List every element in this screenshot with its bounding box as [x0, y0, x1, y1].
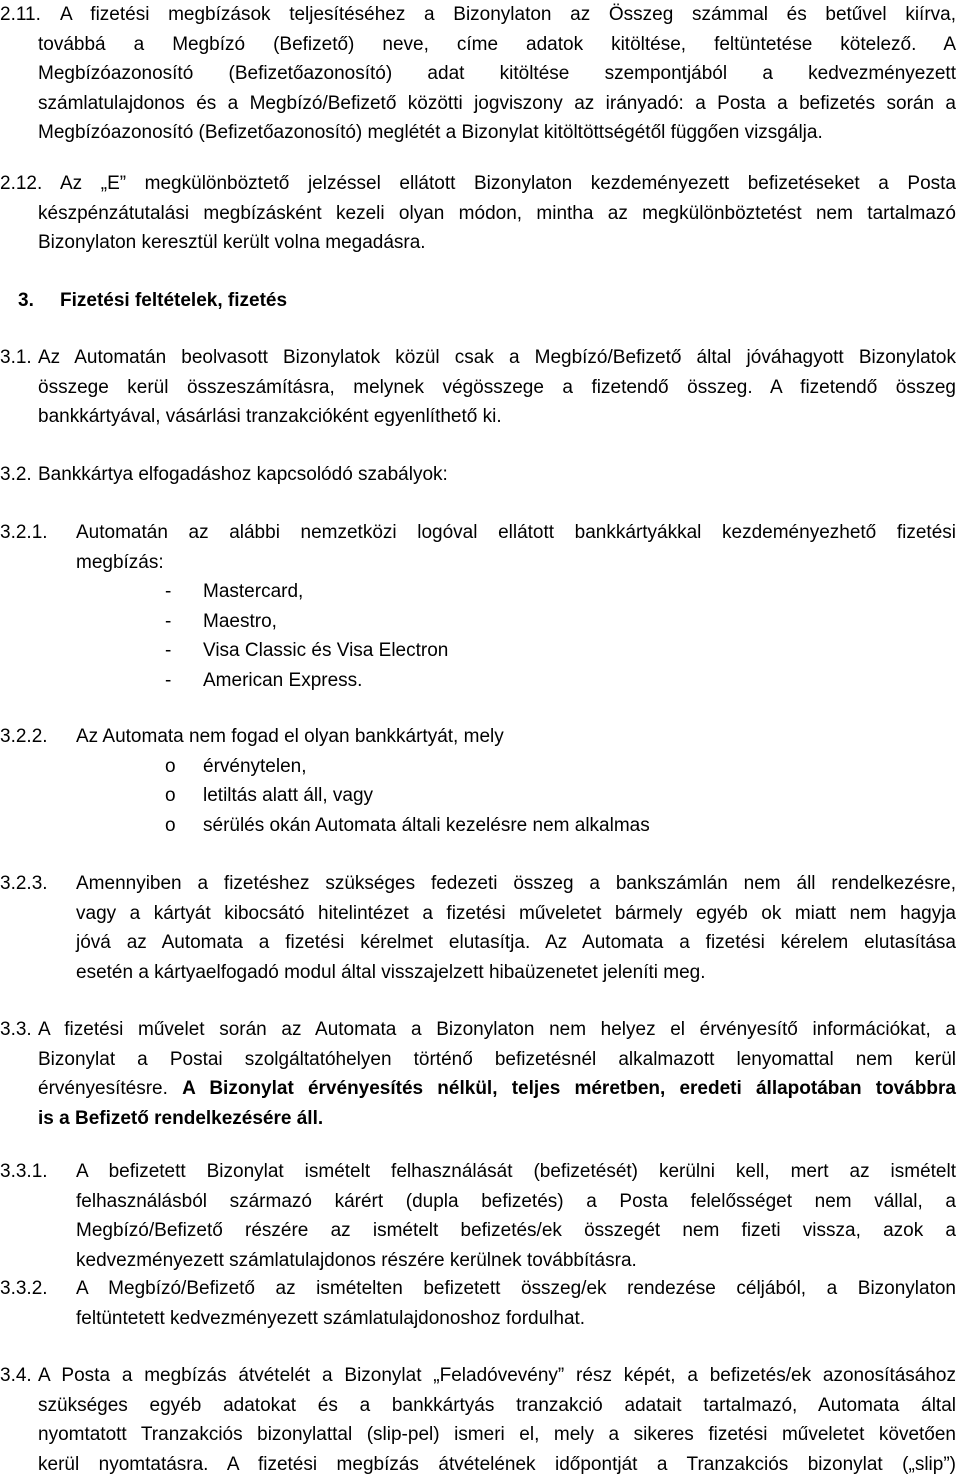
- paragraph-line: Amennyiben a fizetéshez szükséges fedezeti összeg a bankszámlán nem áll rendelkezésre,: [76, 869, 956, 899]
- paragraph-line: A fizetési művelet során az Automata a Bizonylaton nem helyez el érvényesítő információkat, a: [38, 1015, 956, 1045]
- paragraph-body: [76, 722, 956, 752]
- list-item: Visa Classic és Visa Electron: [203, 636, 448, 666]
- paragraph-line: A Megbízó/Befizető az ismételten befizetett összeg/ek rendezése céljából, a Bizonylaton: [76, 1274, 956, 1304]
- section-number: 3.3.1.: [0, 1157, 48, 1187]
- paragraph-body: [38, 30, 956, 148]
- list-bullet: -: [165, 577, 171, 607]
- paragraph-body: [76, 1274, 956, 1333]
- section-number: 3.3.2.: [0, 1274, 48, 1304]
- section-number: 3.2.1.: [0, 518, 48, 548]
- paragraph-line: felhasználásból származó kárért (dupla befizetés) a Posta felelősséget nem vállal, a: [76, 1187, 956, 1217]
- list-item: Maestro,: [203, 607, 277, 637]
- paragraph-line: feltüntetett kedvezményezett számlatulajdonoshoz fordulhat.: [76, 1304, 956, 1334]
- paragraph-line: Az Automata nem fogad el olyan bankkártyát, mely: [76, 722, 956, 752]
- paragraph-line: [38, 1074, 956, 1104]
- list-item: letiltás alatt áll, vagy: [203, 781, 373, 811]
- emphasis-text: is a Befizető rendelkezésére áll.: [38, 1108, 323, 1129]
- paragraph-body: [38, 1361, 956, 1479]
- paragraph-body: [38, 460, 956, 490]
- paragraph-body: [76, 1157, 956, 1275]
- paragraph-line: esetén a kártyaelfogadó modul által visszajelzett hibaüzenetet jeleníti meg.: [76, 958, 956, 988]
- section-number: 3.2.: [0, 460, 32, 490]
- section-number: 2.11.: [0, 0, 41, 30]
- paragraph-text: érvényesítésre.: [38, 1078, 168, 1099]
- paragraph-line: Bizonylat a Postai szolgáltatóhelyen történő befizetésnél alkalmazott lenyomattal nem kerül: [38, 1045, 956, 1075]
- paragraph-body: [38, 343, 956, 432]
- paragraph-line: összege kerül összeszámításra, melynek végösszege a fizetendő összeg. A fizetendő összeg: [38, 373, 956, 403]
- emphasis-text: A Bizonylat érvényesítés nélkül, teljes méretben, eredeti állapotában továbbra: [182, 1078, 956, 1099]
- list-bullet: -: [165, 607, 171, 637]
- paragraph-line: Bizonylaton keresztül került volna megadásra.: [38, 228, 956, 258]
- list-bullet: -: [165, 636, 171, 666]
- paragraph-line: Megbízó/Befizető részére az ismételt befizetés/ek összegét nem fizeti vissza, azok a: [76, 1216, 956, 1246]
- section-title: Fizetési feltételek, fizetés: [60, 286, 287, 316]
- paragraph-line: jóvá az Automata a fizetési kérelmet elutasítja. Az Automata a fizetési kérelem elutasítása: [76, 928, 956, 958]
- paragraph-line: Az „E” megkülönböztető jelzéssel ellátott Bizonylaton kezdeményezett befizetéseket a Posta: [60, 169, 956, 199]
- paragraph-line: szükséges egyéb adatokat és a bankkártyás tranzakció adatait tartalmazó, Automata által: [38, 1391, 956, 1421]
- paragraph-body: [76, 869, 956, 987]
- paragraph-line: számlatulajdonos és a Megbízó/Befizető közötti jogviszony az irányadó: a Posta a befizetés során a: [38, 89, 956, 119]
- paragraph-line: A befizetett Bizonylat ismételt felhasználását (befizetését) kerülni kell, mert az ismételt: [76, 1157, 956, 1187]
- section-number: 3.4.: [0, 1361, 32, 1391]
- section-number: 3.1.: [0, 343, 32, 373]
- paragraph-line: Az Automatán beolvasott Bizonylatok közül csak a Megbízó/Befizető által jóváhagyott Bizonylatok: [38, 343, 956, 373]
- paragraph-line: megbízás:: [76, 548, 956, 578]
- paragraph-line: továbbá a Megbízó (Befizető) neve, címe adatok kitöltése, feltüntetése kötelező. A: [38, 30, 956, 60]
- paragraph-line: vagy a kártyát kibocsátó hitelintézet a fizetési műveletet bármely egyéb ok miatt nem hagyja: [76, 899, 956, 929]
- section-number: 3.2.3.: [0, 869, 48, 899]
- section-number: 2.12.: [0, 169, 42, 199]
- paragraph-line: bankkártyával, vásárlási tranzakcióként egyenlíthető ki.: [38, 402, 956, 432]
- section-number: 3.: [18, 286, 34, 316]
- list-item: Mastercard,: [203, 577, 303, 607]
- paragraph-line: kerül nyomtatásra. A fizetési megbízás átvételének időpontját a Tranzakciós bizonylat („slip”): [38, 1450, 956, 1479]
- paragraph-first-line-wrap: [60, 0, 956, 30]
- section-number: 3.2.2.: [0, 722, 48, 752]
- list-bullet: o: [165, 811, 176, 841]
- paragraph-line: Bankkártya elfogadáshoz kapcsolódó szabályok:: [38, 460, 956, 490]
- section-number: 3.3.: [0, 1015, 32, 1045]
- list-item: sérülés okán Automata általi kezelésre nem alkalmas: [203, 811, 650, 841]
- list-bullet: -: [165, 666, 171, 696]
- paragraph-body: [76, 518, 956, 577]
- paragraph-line: készpénzátutalási megbízásként kezeli olyan módon, mintha az megkülönböztetést nem tartalmazó: [38, 199, 956, 229]
- list-item: érvénytelen,: [203, 752, 307, 782]
- paragraph-body: [38, 199, 956, 258]
- paragraph-line: Automatán az alábbi nemzetközi logóval ellátott bankkártyákkal kezdeményezhető fizetési: [76, 518, 956, 548]
- list-bullet: o: [165, 781, 176, 811]
- paragraph-body: [38, 1015, 956, 1133]
- paragraph-line: A fizetési megbízások teljesítéséhez a Bizonylaton az Összeg számmal és betűvel kiírva,: [60, 0, 956, 30]
- list-item: American Express.: [203, 666, 362, 696]
- paragraph-line: kedvezményezett számlatulajdonos részére kerülnek továbbításra.: [76, 1246, 956, 1276]
- paragraph-first-line-wrap: [60, 169, 956, 199]
- list-bullet: o: [165, 752, 176, 782]
- paragraph-line: Megbízóazonosító (Befizetőazonosító) meglétét a Bizonylat kitöltöttségétől függően vizsgálja.: [38, 118, 956, 148]
- paragraph-line: A Posta a megbízás átvételét a Bizonylat „Feladóvevény” rész képét, a befizetés/ek azonosításához: [38, 1361, 956, 1391]
- paragraph-line: Megbízóazonosító (Befizetőazonosító) adat kitöltése szempontjából a kedvezményezett: [38, 59, 956, 89]
- paragraph-line: [38, 1104, 956, 1134]
- paragraph-line: nyomtatott Tranzakciós bizonylattal (slip-pel) ismeri el, mely a sikeres fizetési műveletet követően: [38, 1420, 956, 1450]
